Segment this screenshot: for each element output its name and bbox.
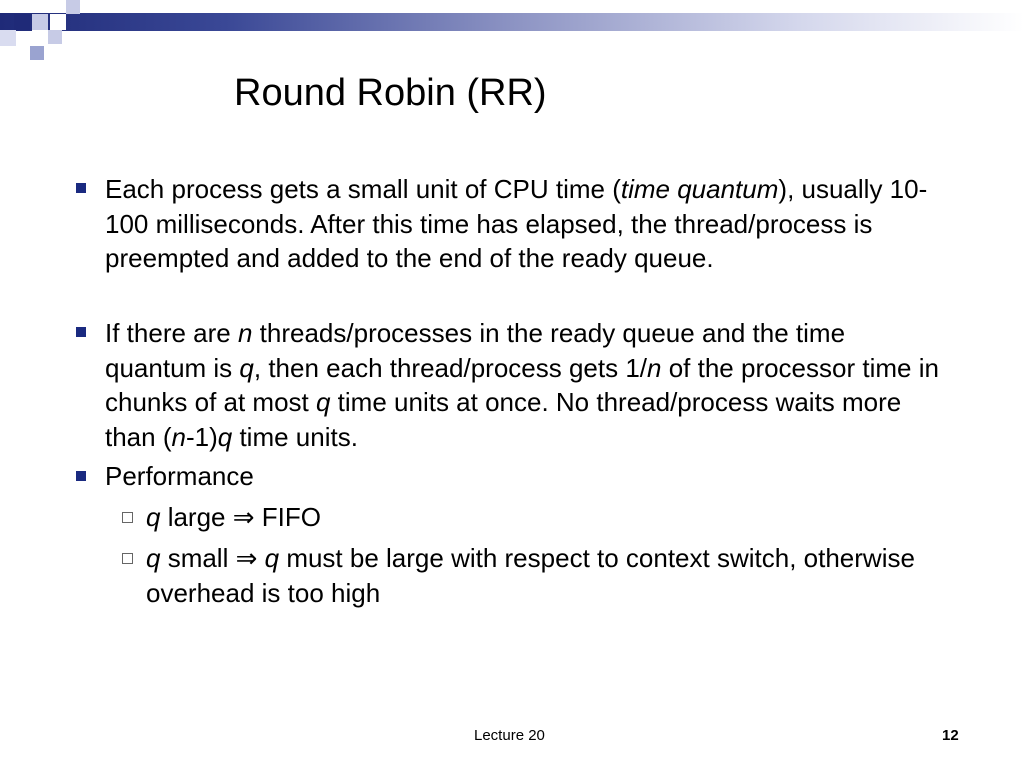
bullet-text: threads/processes in the ready queue and the time quantum is (105, 318, 846, 383)
slide-title: Round Robin (RR) (234, 72, 547, 114)
bullet-item (105, 316, 945, 454)
bullet-text: Performance (105, 461, 254, 491)
bullet-text: ), usually 10-100 milliseconds. After this time has elapsed, the thread/process is preempted and added to the end of the ready queue. (105, 174, 928, 273)
variable-n: n (171, 421, 186, 452)
variable-q: q (315, 387, 331, 417)
bullet-text: Each process gets a small unit of CPU time ( (105, 174, 621, 204)
square-bullet-icon (76, 183, 86, 193)
bullet-item (105, 172, 945, 276)
square-bullet-icon (76, 327, 86, 337)
bullet-text: small (160, 543, 236, 573)
bullet-emphasis: time quantum (620, 174, 779, 204)
bullet-text: time units at once. No thread/process waits more than ( (105, 387, 902, 452)
bullet-text: time units. (232, 421, 358, 452)
variable-q: q (239, 352, 254, 383)
bullet-text: FIFO (254, 502, 321, 532)
bullet-item (105, 459, 945, 494)
variable-q: q (146, 543, 161, 573)
bullet-text: If there are (105, 318, 238, 348)
footer-lecture-label: Lecture 20 (474, 727, 545, 744)
sub-bullet-item (146, 541, 946, 610)
bullet-text: of the processor time in chunks of at most (105, 352, 939, 417)
slide-page-number: 12 (942, 727, 959, 744)
hollow-square-bullet-icon (122, 512, 133, 523)
variable-q: q (264, 543, 280, 573)
bullet-text: , then each thread/process gets 1/ (253, 352, 648, 383)
bullet-text: large (160, 502, 233, 532)
hollow-square-bullet-icon (122, 553, 133, 564)
header-gradient-band (0, 13, 1024, 31)
sub-bullet-item (146, 500, 946, 535)
variable-q: q (217, 421, 233, 452)
bullet-text: must be large with respect to context switch, otherwise overhead is too high (146, 543, 915, 608)
variable-q: q (146, 502, 161, 532)
variable-n: n (237, 318, 253, 348)
implies-arrow-icon: ⇒ (232, 502, 255, 532)
square-bullet-icon (76, 471, 86, 481)
bullet-text (257, 543, 264, 573)
bullet-text: -1) (185, 421, 218, 452)
variable-n: n (647, 352, 662, 383)
implies-arrow-icon: ⇒ (235, 543, 258, 573)
